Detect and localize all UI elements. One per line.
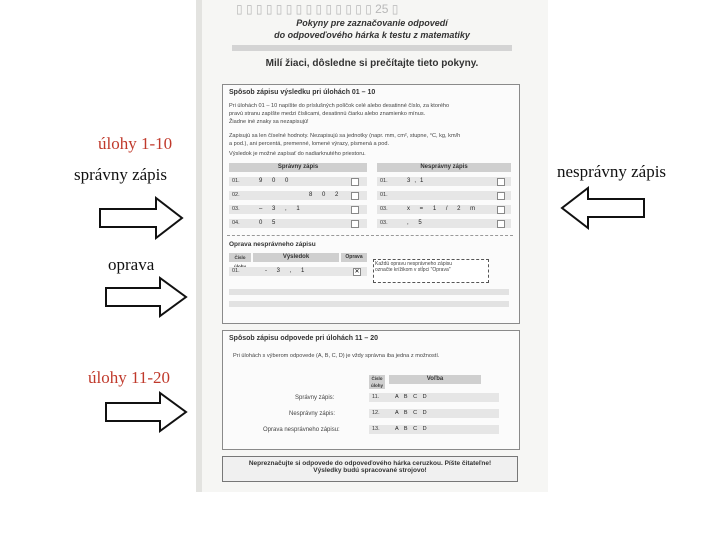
section-2-h1: Číslo úlohy (371, 376, 383, 388)
s2-label-3: Oprava nesprávneho zápisu: (263, 427, 340, 433)
sheet-title-1: Pokyny pre zaznačovanie odpovedí (296, 18, 448, 28)
checkbox (497, 178, 505, 186)
incorrect-row: 03. x = 1 / 2 m (377, 205, 511, 214)
arrow-left-icon (558, 186, 646, 230)
label-ulohy-1-10: úlohy 1-10 (98, 134, 173, 153)
sheet-barcode-strip (232, 45, 512, 51)
section-2-line: Pri úlohách s výberom odpovede (A, B, C, D) je vždy správna iba jedna z možností. (233, 353, 440, 359)
label-ulohy-11-20: úlohy 11-20 (88, 368, 171, 387)
correct-row: 03. – 3 , 1 (229, 205, 367, 214)
incorrect-row: 01. (377, 191, 511, 200)
ghost-row (229, 289, 509, 295)
sheet-title-3: Milí žiaci, dôsledne si prečítajte tieto pokyny. (265, 58, 479, 69)
oprava-h2: Výsledok (253, 253, 339, 262)
section-2-h2: Voľba (389, 375, 481, 384)
bottom-note: Nepreznačujte si odpovede do odpoveďového hárka ceruzkou. Píšte čitateľne! Výsledky budú spracované strojovo! (222, 456, 518, 482)
s2-row: 13. A B C D (369, 425, 499, 434)
section-1-title: Spôsob zápisu výsledku pri úlohách 01 – 10 (229, 89, 376, 96)
checkbox (351, 192, 359, 200)
checkbox (351, 220, 359, 228)
oprava-h1: Číslo (229, 253, 251, 262)
section-1-line-6: Výsledok je možné zapísať do nadiarknutého priestoru. (229, 151, 366, 157)
section-1-line-1: Pri úlohách 01 – 10 napíšte do príslušných políčok celé alebo desatinné číslo, za ktorého (229, 103, 450, 109)
section-1-line-2: pravú stranu zapíšte medzi číslicami, desatinnú čiarku alebo znamienko mínus. (229, 111, 426, 117)
checkbox (351, 206, 359, 214)
cross-mark-icon: ✕ (354, 269, 360, 275)
label-spravny-zapis: správny zápis (74, 165, 168, 184)
section-2-box (222, 330, 520, 450)
section-1-box (222, 84, 520, 324)
oprava-row: 01. - 3 , 1 ✕ (229, 267, 367, 276)
checkbox (497, 206, 505, 214)
checkbox (497, 192, 505, 200)
sheet-title-2: do odpoveďového hárka k testu z matematiky (274, 30, 470, 40)
s2-label-2: Nesprávny zápis: (289, 411, 336, 417)
s2-row: 12. A B C D (369, 409, 499, 418)
arrow-right-1-icon (98, 196, 184, 240)
oprava-h3: Oprava (341, 253, 367, 262)
label-oprava: oprava (108, 255, 155, 274)
incorrect-row: 03. , 5 (377, 219, 511, 228)
scanned-sheet (196, 0, 548, 492)
s2-label-1: Správny zápis: (295, 395, 335, 401)
col-nespravny-zapis: Nesprávny zápis (377, 163, 511, 172)
sheet-edge (196, 0, 202, 492)
arrow-right-2-icon (104, 276, 188, 318)
s2-row: 11. A B C D (369, 393, 499, 402)
divider (227, 235, 513, 236)
ghost-row (229, 301, 509, 307)
section-2-title: Spôsob zápisu odpovede pri úlohách 11 – 20 (229, 335, 378, 342)
section-1-line-5: a pod.), ani percentá, premenné, lomené výrazy, písmená a pod. (229, 141, 390, 147)
section-1-line-3: Žiadne iné znaky sa nezapisujú! (229, 119, 309, 125)
col-spravny-zapis: Správny zápis (229, 163, 367, 172)
oprava-note: Každú opravu nesprávneho zápisu označte krížikom v stĺpci "Oprava" (373, 259, 489, 283)
incorrect-row: 01. 3,1 (377, 177, 511, 186)
checkbox (497, 220, 505, 228)
correct-row: 01. 9 0 0 (229, 177, 367, 186)
oprava-title: Oprava nesprávneho zápisu (229, 241, 316, 248)
correct-row: 02. 8 0 2 (229, 191, 367, 200)
checkbox (351, 178, 359, 186)
section-1-line-4: Zapisujú sa len číselné hodnoty. Nezapisujú sa jednotky (napr. mm, cm², stupne, °C, kg, km/h (229, 133, 461, 139)
arrow-right-3-icon (104, 391, 188, 433)
label-nespravny-zapis: nesprávny zápis (557, 162, 667, 181)
correct-row: 04. 0 5 (229, 219, 367, 228)
sheet-ghost-header: ▯ ▯ ▯ ▯ ▯ ▯ ▯ ▯ ▯ ▯ ▯ ▯ ▯ ▯ 25 ▯ (236, 2, 399, 16)
